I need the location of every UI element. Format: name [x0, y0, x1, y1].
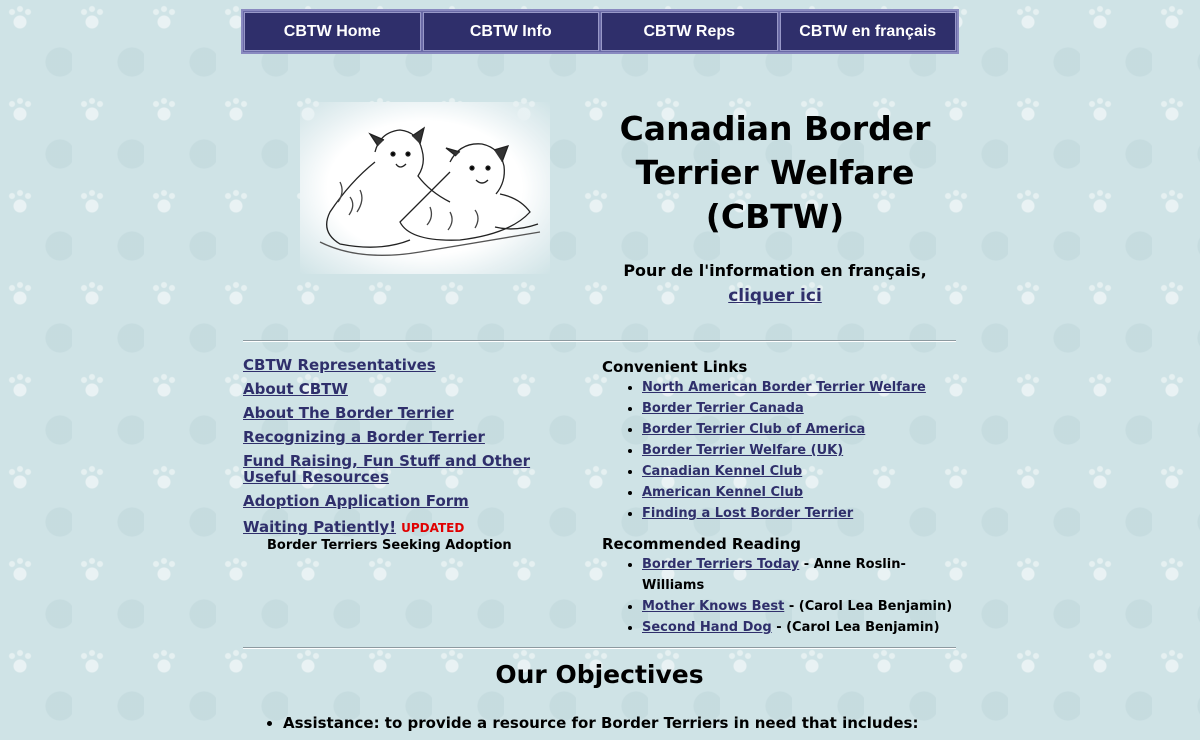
waiting-subtitle: Border Terriers Seeking Adoption	[267, 538, 512, 553]
list-item	[642, 461, 962, 482]
book-author: - (Carol Lea Benjamin)	[771, 620, 940, 635]
objectives-list	[243, 714, 996, 732]
list-item	[642, 482, 962, 503]
link-second-hand-dog[interactable]: Second Hand Dog	[642, 620, 772, 635]
main-links	[243, 357, 588, 553]
divider	[243, 340, 956, 342]
top-nav	[241, 9, 959, 54]
dogs-sketch-icon	[300, 102, 550, 274]
french-text: Pour de l'information en français,	[623, 261, 927, 280]
link-adoption-form[interactable]: Adoption Application Form	[243, 492, 469, 510]
link-canadian-kennel-club[interactable]: Canadian Kennel Club	[642, 464, 803, 479]
nav-cbtw-info[interactable]: CBTW Info	[423, 12, 600, 51]
link-border-terriers-today[interactable]: Border Terriers Today	[642, 557, 800, 572]
list-item	[642, 596, 962, 617]
list-item	[642, 419, 962, 440]
objectives-heading: Our Objectives	[495, 660, 704, 689]
link-about-cbtw[interactable]: About CBTW	[243, 380, 348, 398]
nav-cbtw-french[interactable]: CBTW en français	[780, 12, 957, 51]
list-item	[642, 503, 962, 524]
list-item: • Assistance: to provide a resource for Border Terriers in need that includes:	[283, 714, 996, 732]
page-title: Canadian Border Terrier Welfare (CBTW)	[619, 109, 931, 236]
link-american-kennel-club[interactable]: American Kennel Club	[642, 485, 804, 500]
link-fund-raising[interactable]: Fund Raising, Fun Stuff and Other Useful Resources	[243, 452, 531, 486]
divider	[243, 647, 956, 649]
list-item	[642, 440, 962, 461]
list-item	[642, 554, 962, 596]
list-item	[642, 617, 962, 638]
nav-cbtw-home[interactable]: CBTW Home	[244, 12, 421, 51]
book-author: - (Carol Lea Benjamin)	[784, 599, 953, 614]
link-about-border-terrier[interactable]: About The Border Terrier	[243, 404, 454, 422]
waiting-row	[243, 517, 588, 536]
list-item	[642, 377, 962, 398]
french-info	[600, 258, 950, 309]
list-item	[642, 398, 962, 419]
recommended-reading-list	[602, 554, 962, 638]
link-na-border-terrier-welfare[interactable]: North American Border Terrier Welfare	[642, 380, 926, 395]
nav-cbtw-reps[interactable]: CBTW Reps	[601, 12, 778, 51]
link-lost-border-terrier[interactable]: Finding a Lost Border Terrier	[642, 506, 854, 521]
recommended-reading-heading: Recommended Reading	[602, 535, 802, 553]
convenient-links-list	[602, 377, 962, 524]
link-cbtw-representatives[interactable]: CBTW Representatives	[243, 356, 436, 374]
right-column	[602, 357, 962, 648]
book-author: - Anne Roslin-Williams	[642, 557, 906, 593]
border-terriers-drawing	[300, 102, 550, 274]
convenient-links-heading: Convenient Links	[602, 358, 748, 376]
link-btca[interactable]: Border Terrier Club of America	[642, 422, 866, 437]
link-btw-uk[interactable]: Border Terrier Welfare (UK)	[642, 443, 844, 458]
link-recognizing-border-terrier[interactable]: Recognizing a Border Terrier	[243, 428, 485, 446]
link-mother-knows-best[interactable]: Mother Knows Best	[642, 599, 785, 614]
updated-badge: UPDATED	[401, 521, 465, 535]
link-waiting-patiently[interactable]: Waiting Patiently!	[243, 518, 397, 536]
link-border-terrier-canada[interactable]: Border Terrier Canada	[642, 401, 804, 416]
french-link[interactable]: cliquer ici	[728, 286, 822, 306]
